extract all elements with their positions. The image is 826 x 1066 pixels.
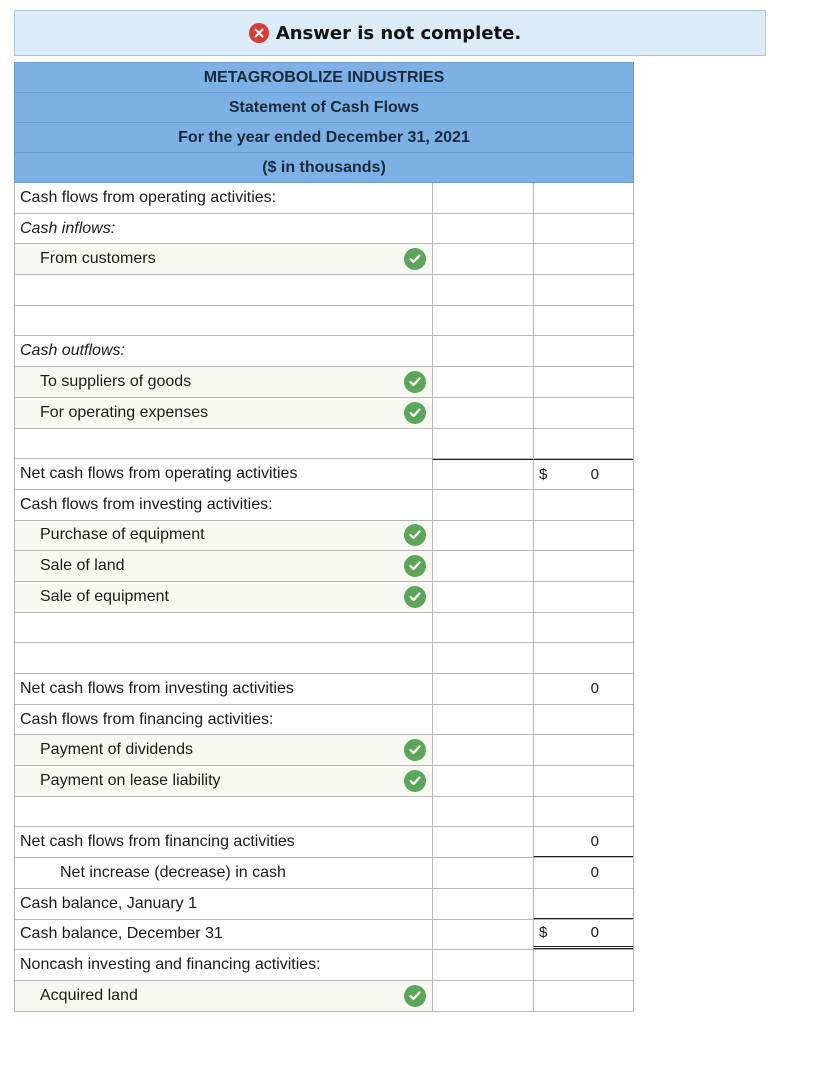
total-input[interactable]: [533, 244, 633, 274]
amount-input[interactable]: [432, 705, 533, 735]
row-label: Net cash flows from investing activities: [20, 679, 294, 697]
table-row: [14, 490, 634, 521]
row-label: Cash flows from investing activities:: [20, 495, 273, 513]
row-label-input[interactable]: [15, 797, 432, 827]
table-row: [14, 244, 634, 275]
row-label: Net increase (decrease) in cash: [60, 863, 286, 881]
total-amount: 0: [590, 680, 599, 698]
amount-input[interactable]: [432, 920, 533, 950]
row-label-input[interactable]: [15, 735, 432, 765]
total-input[interactable]: [533, 183, 633, 213]
amount-input[interactable]: [432, 582, 533, 612]
table-row: [14, 306, 634, 337]
row-label-input[interactable]: [15, 613, 432, 643]
amount-input[interactable]: [432, 521, 533, 551]
total-input[interactable]: [533, 582, 633, 612]
check-icon: [404, 524, 426, 546]
amount-input[interactable]: [432, 459, 533, 489]
table-row: [14, 920, 634, 951]
row-label: Payment of dividends: [40, 741, 193, 759]
row-label: Cash flows from operating activities:: [20, 188, 277, 206]
status-message: Answer is not complete.: [275, 22, 522, 44]
total-value: [533, 920, 633, 950]
amount-input[interactable]: [432, 551, 533, 581]
amount-input[interactable]: [432, 336, 533, 366]
check-icon: [404, 402, 426, 424]
row-label-input[interactable]: [15, 582, 432, 612]
row-label: From customers: [40, 250, 156, 268]
amount-input[interactable]: [432, 275, 533, 305]
table-row: [14, 214, 634, 245]
table-row: [14, 889, 634, 920]
row-label-input[interactable]: [15, 244, 432, 274]
total-amount: 0: [590, 864, 599, 882]
total-input[interactable]: [533, 643, 633, 673]
row-label: Sale of land: [40, 557, 125, 575]
dollar-sign: $: [539, 924, 548, 942]
total-amount: 0: [590, 924, 599, 942]
row-label: Cash outflows:: [20, 342, 125, 360]
row-label: To suppliers of goods: [40, 372, 192, 390]
table-row: [14, 827, 634, 858]
statement-header: [14, 62, 634, 183]
row-label-input[interactable]: [15, 398, 432, 428]
row-label-input[interactable]: [15, 521, 432, 551]
total-input[interactable]: [533, 521, 633, 551]
total-input[interactable]: [533, 981, 633, 1011]
table-row: [14, 367, 634, 398]
table-row: [14, 582, 634, 613]
amount-input[interactable]: [432, 613, 533, 643]
total-value: [533, 858, 633, 888]
amount-input[interactable]: [432, 398, 533, 428]
amount-input[interactable]: [432, 643, 533, 673]
table-row: [14, 950, 634, 981]
row-label-input[interactable]: [15, 551, 432, 581]
table-row: [14, 705, 634, 736]
amount-input[interactable]: [432, 367, 533, 397]
total-input[interactable]: [533, 306, 633, 336]
row-label: Payment on lease liability: [40, 771, 221, 789]
row-label-input[interactable]: [15, 643, 432, 673]
table-row: [14, 981, 634, 1012]
amount-input[interactable]: [432, 306, 533, 336]
row-label-input[interactable]: [15, 275, 432, 305]
total-input[interactable]: [533, 398, 633, 428]
statement-units: ($ in thousands): [14, 152, 634, 183]
total-input[interactable]: [533, 275, 633, 305]
total-value: [533, 459, 633, 489]
row-label-input[interactable]: [15, 306, 432, 336]
table-row: [14, 797, 634, 828]
amount-input[interactable]: [432, 858, 533, 888]
total-input[interactable]: [533, 551, 633, 581]
total-input[interactable]: [533, 950, 633, 980]
table-row: [14, 459, 634, 490]
table-row: [14, 183, 634, 214]
amount-input[interactable]: [432, 889, 533, 919]
cash-flow-statement: [14, 62, 634, 1012]
total-amount: 0: [590, 466, 599, 484]
total-input[interactable]: [533, 367, 633, 397]
table-row: [14, 613, 634, 644]
amount-input[interactable]: [432, 429, 533, 459]
row-label: Acquired land: [40, 986, 138, 1004]
total-amount: 0: [590, 833, 599, 851]
check-icon: [404, 248, 426, 270]
row-label-input[interactable]: [15, 766, 432, 796]
total-input[interactable]: [533, 336, 633, 366]
total-input[interactable]: [533, 429, 633, 459]
row-label: Purchase of equipment: [40, 526, 205, 544]
table-row: [14, 336, 634, 367]
row-label: Net cash flows from financing activities: [20, 833, 295, 851]
statement-period: For the year ended December 31, 2021: [14, 122, 634, 152]
row-label: Sale of equipment: [40, 587, 169, 605]
total-input[interactable]: [533, 735, 633, 765]
amount-input[interactable]: [432, 950, 533, 980]
amount-input[interactable]: [432, 214, 533, 244]
statement-title: Statement of Cash Flows: [14, 92, 634, 122]
amount-input[interactable]: [432, 766, 533, 796]
total-input[interactable]: [533, 214, 633, 244]
table-row: [14, 398, 634, 429]
status-banner: [14, 10, 766, 56]
table-row: [14, 275, 634, 306]
row-label: Net cash flows from operating activities: [20, 465, 298, 483]
total-value: [533, 827, 633, 857]
row-label: Noncash investing and financing activities:: [20, 956, 321, 974]
total-input[interactable]: [533, 613, 633, 643]
amount-input[interactable]: [432, 674, 533, 704]
amount-input[interactable]: [432, 244, 533, 274]
amount-input[interactable]: [432, 490, 533, 520]
amount-input[interactable]: [432, 183, 533, 213]
row-label: Cash flows from financing activities:: [20, 710, 274, 728]
table-row: [14, 674, 634, 705]
table-row: [14, 643, 634, 674]
row-label: Cash balance, January 1: [20, 894, 197, 912]
row-label: For operating expenses: [40, 403, 209, 421]
check-icon: [404, 985, 426, 1007]
dollar-sign: $: [539, 466, 548, 484]
table-row: [14, 521, 634, 552]
total-value: [533, 674, 633, 704]
check-icon: [404, 555, 426, 577]
amount-input[interactable]: [432, 981, 533, 1011]
total-input[interactable]: [533, 490, 633, 520]
row-label: Cash balance, December 31: [20, 925, 223, 943]
row-label-input[interactable]: [15, 367, 432, 397]
check-icon: [404, 371, 426, 393]
check-icon: [404, 770, 426, 792]
table-row: [14, 551, 634, 582]
row-label-input[interactable]: [15, 429, 432, 459]
total-input[interactable]: [533, 797, 633, 827]
table-row: [14, 766, 634, 797]
row-label-input[interactable]: [15, 981, 432, 1011]
amount-input[interactable]: [432, 735, 533, 765]
total-input[interactable]: [533, 889, 633, 919]
x-circle-icon: [249, 23, 269, 43]
check-icon: [404, 739, 426, 761]
total-input[interactable]: [533, 766, 633, 796]
company-name: METAGROBOLIZE INDUSTRIES: [14, 62, 634, 92]
total-input[interactable]: [533, 705, 633, 735]
table-row: [14, 429, 634, 460]
table-row: [14, 858, 634, 889]
amount-input[interactable]: [432, 827, 533, 857]
check-icon: [404, 586, 426, 608]
row-label: Cash inflows:: [20, 219, 116, 237]
amount-input[interactable]: [432, 797, 533, 827]
table-row: [14, 735, 634, 766]
